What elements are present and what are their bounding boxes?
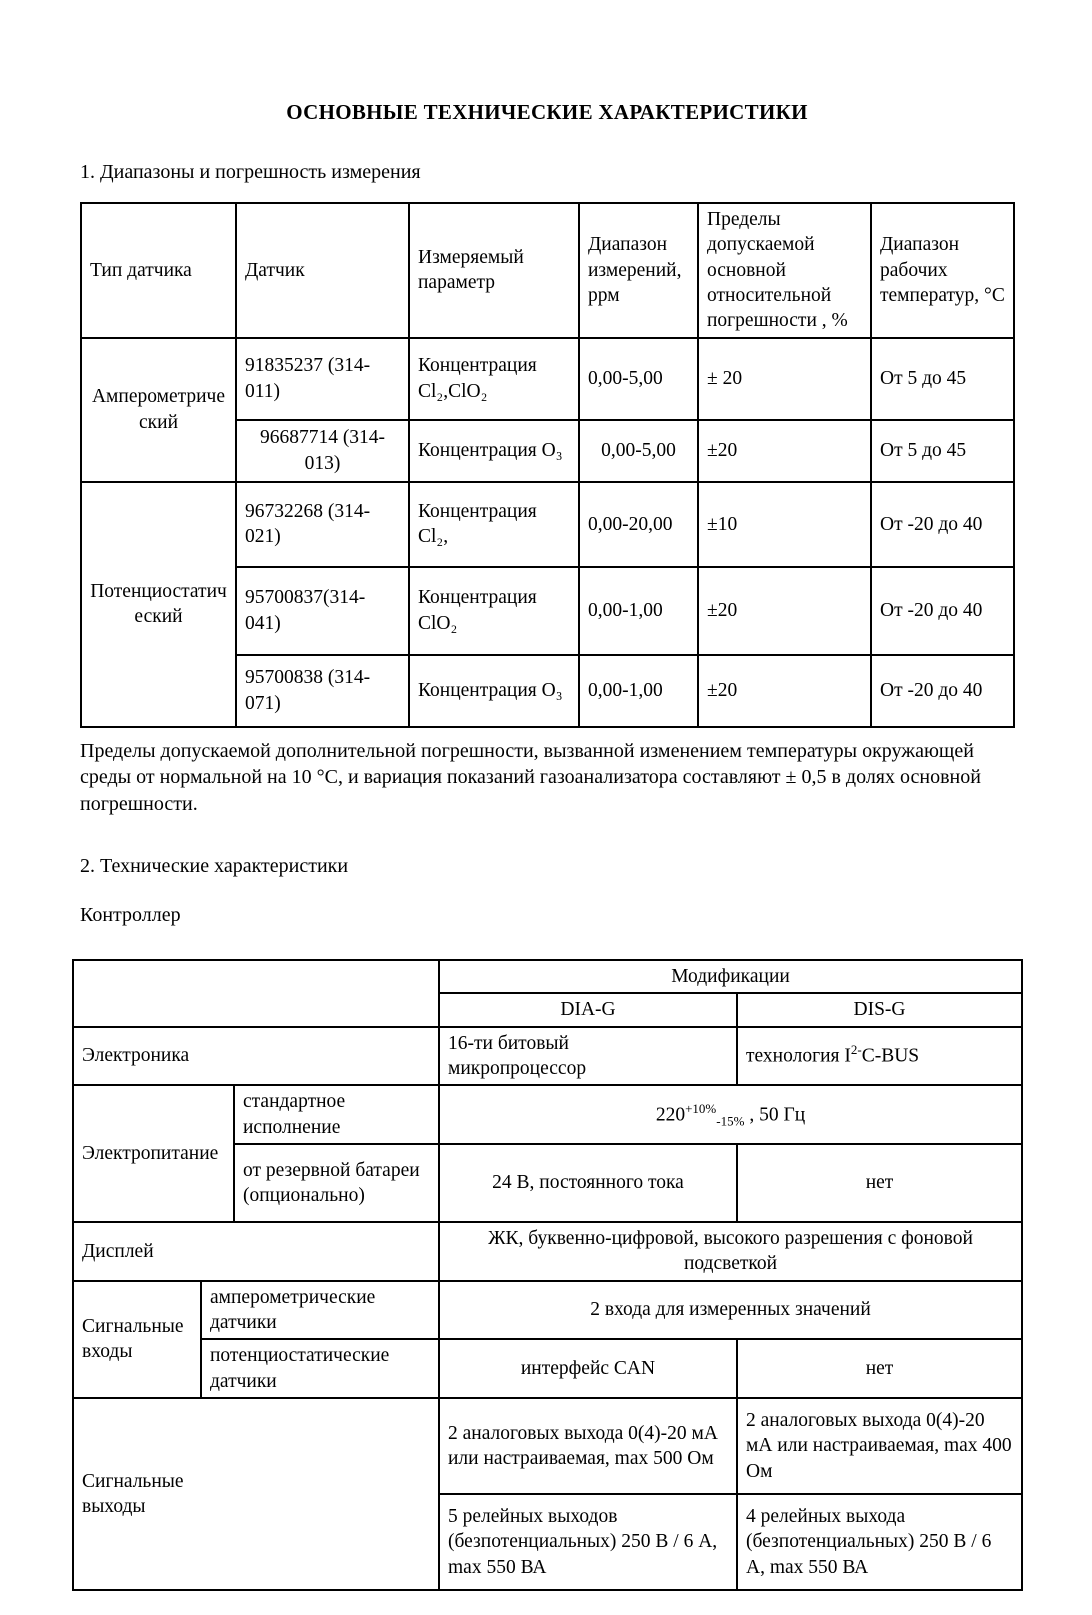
- t1-sensor-cell: 91835237 (314-011): [236, 338, 409, 420]
- t2-inputs-label: Сигнальные входы: [73, 1281, 201, 1398]
- t1-error-cell: ±10: [698, 482, 871, 567]
- t1-temp-cell: От -20 до 40: [871, 655, 1014, 727]
- t1-range-cell: 0,00-1,00: [579, 655, 698, 727]
- t1-temp-cell: От -20 до 40: [871, 567, 1014, 655]
- t1-sensor-cell: 95700837(314-041): [236, 567, 409, 655]
- t2-electronics-dia: [439, 1027, 737, 1086]
- t2-power-battery-label: от резервной батареи (опционально): [234, 1144, 439, 1222]
- t2-display-value: ЖК, буквенно-цифровой, высокого разрешения с фоновой подсветкой: [439, 1222, 1022, 1281]
- t2-empty-corner: [73, 960, 439, 1027]
- t1-header-range: Диапазон измерений, ррм: [579, 203, 698, 338]
- t1-temp-cell: От -20 до 40: [871, 482, 1014, 567]
- t2-power-standard-sup: +10%: [685, 1100, 717, 1116]
- t2-modifications-header: Модификации: [439, 960, 1022, 993]
- t2-inputs-potent-row: [73, 1339, 1022, 1398]
- t1-range-cell: 0,00-5,00: [579, 420, 698, 482]
- t1-param-cell: Концентрация Cl₂,ClO₂: [409, 338, 579, 420]
- t2-inputs-potent-dia: интерфейс CAN: [439, 1339, 737, 1398]
- t2-header-row-1: [73, 960, 1022, 993]
- t1-temp-cell: От 5 до 45: [871, 420, 1014, 482]
- t1-header-row: [81, 203, 1014, 338]
- t1-param-cell: Концентрация O₃: [409, 420, 579, 482]
- t2-electronics-label: Электроника: [73, 1027, 439, 1086]
- t2-electronics-dis: [737, 1027, 1022, 1086]
- t2-power-standard-tail: , 50 Гц: [744, 1104, 806, 1126]
- t2-outputs-analog-dis: 2 аналоговых выхода 0(4)-20 мА или настраиваемая, max 400 Ом: [737, 1398, 1022, 1494]
- t2-outputs-relay-dia: 5 релейных выходов (безпотенциальных) 250 В / 6 А, max 550 ВА: [439, 1494, 737, 1590]
- page-title: ОСНОВНЫЕ ТЕХНИЧЕСКИЕ ХАРАКТЕРИСТИКИ: [286, 100, 808, 124]
- t2-col-dia: DIA-G: [439, 993, 737, 1026]
- t1-header-type: Тип датчика: [81, 203, 236, 338]
- sensor-ranges-table: [80, 202, 1015, 728]
- t2-power-standard-label: стандартное исполнение: [234, 1085, 439, 1144]
- t1-range-cell: 0,00-1,00: [579, 567, 698, 655]
- t1-param-cell: Концентрация O₃: [409, 655, 579, 727]
- t1-range-cell: 0,00-5,00: [579, 338, 698, 420]
- t1-group2-type-cell: Потенциостатический: [81, 482, 236, 727]
- controller-label: Контроллер: [80, 903, 181, 926]
- t2-power-battery-dia: 24 В, постоянного тока: [439, 1144, 737, 1222]
- controller-table: [72, 959, 1023, 1591]
- t2-power-standard-sub: -15%: [716, 1113, 745, 1129]
- t2-display-label: Дисплей: [73, 1222, 439, 1281]
- t2-power-standard-row: [73, 1085, 1022, 1144]
- t2-inputs-potent-dis: нет: [737, 1339, 1022, 1398]
- t2-outputs-analog-dia: 2 аналоговых выхода 0(4)-20 мА или настраиваемая, max 500 Ом: [439, 1398, 737, 1494]
- t2-col-dis: DIS-G: [737, 993, 1022, 1026]
- t1-header-param: Измеряемый параметр: [409, 203, 579, 338]
- t2-inputs-potent-label: потенциостатические датчики: [201, 1339, 439, 1398]
- note-paragraph: Пределы допускаемой дополнительной погрешности, вызванной изменением температуры окружающей среды от нормальной на 10 °С, и вариация показаний газоанализатора составляют ± 0,5 в долях основной погрешности.: [80, 739, 981, 815]
- t1-group1-type-cell: Амперометрический: [81, 338, 236, 482]
- t1-range-cell: 0,00-20,00: [579, 482, 698, 567]
- section1-heading: 1. Диапазоны и погрешность измерения: [80, 161, 421, 183]
- t2-power-standard-base: 220: [655, 1104, 686, 1126]
- t2-inputs-amper-value: 2 входа для измеренных значений: [439, 1281, 1022, 1340]
- t1-error-cell: ±20: [698, 567, 871, 655]
- t1-param-cell: Концентрация Cl₂,: [409, 482, 579, 567]
- t1-header-temp: Диапазон рабочих температур, °С: [871, 203, 1014, 338]
- t2-inputs-amper-row: [73, 1281, 1022, 1340]
- t2-electronics-dia-text: 16-ти битовый микропроцессор: [448, 1032, 587, 1079]
- t1-header-sensor: Датчик: [236, 203, 409, 338]
- t1-error-cell: ±20: [698, 655, 871, 727]
- t2-electronics-dis-prefix: технология I: [746, 1045, 851, 1067]
- t1-error-cell: ± 20: [698, 338, 871, 420]
- t2-power-battery-dis: нет: [737, 1144, 1022, 1222]
- t1-row-3: [81, 482, 1014, 567]
- t2-outputs-label: [73, 1398, 439, 1590]
- t1-sensor-cell: 96687714 (314-013): [236, 420, 409, 482]
- t1-param-cell: Концентрация ClO₂: [409, 567, 579, 655]
- section2-heading: 2. Технические характеристики: [80, 854, 349, 877]
- t2-outputs-label-text: Сигнальные выходы: [82, 1470, 184, 1518]
- t1-header-error: Пределы допускаемой основной относительной погрешности , %: [698, 203, 871, 338]
- t2-outputs-analog-row: [73, 1398, 1022, 1494]
- t2-electronics-row: [73, 1027, 1022, 1086]
- t2-electronics-dis-suffix: C-BUS: [861, 1045, 920, 1067]
- t2-electronics-dis-sup: 2-: [850, 1042, 862, 1057]
- t2-power-label: Электропитание: [73, 1085, 234, 1222]
- t2-outputs-relay-dis: 4 релейных выхода (безпотенциальных) 250 В / 6 А, max 550 ВА: [737, 1494, 1022, 1590]
- t2-power-standard-value: [439, 1085, 1022, 1144]
- t1-sensor-cell: 95700838 (314-071): [236, 655, 409, 727]
- t2-display-row: [73, 1222, 1022, 1281]
- t2-inputs-amper-label: амперометрические датчики: [201, 1281, 439, 1340]
- t1-row-1: [81, 338, 1014, 420]
- t1-temp-cell: От 5 до 45: [871, 338, 1014, 420]
- t1-sensor-cell: 96732268 (314-021): [236, 482, 409, 567]
- t1-error-cell: ±20: [698, 420, 871, 482]
